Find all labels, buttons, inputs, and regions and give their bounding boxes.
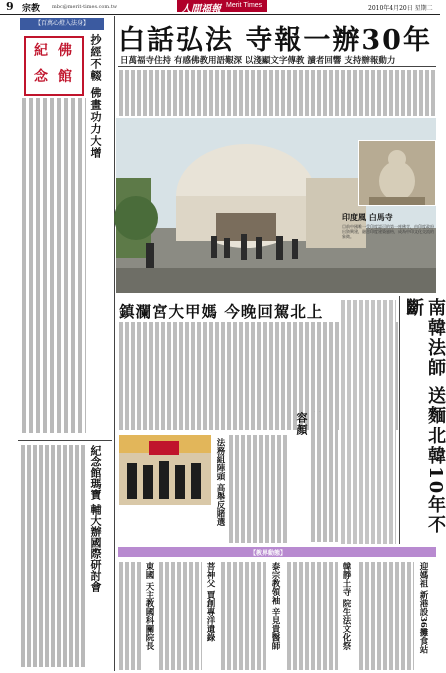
middle-headline: 鎮瀾宮大甲媽 今晚回駕北上 <box>119 302 324 321</box>
bottom-headline-1: 東國 天主教國科關院長 <box>144 562 154 650</box>
seal-char: 館 <box>58 69 72 85</box>
bottom-headline-5: 迎媽祖 新港設36攤食站 <box>418 562 428 654</box>
column-tag: 【百萬心燈入法身】 <box>20 18 104 30</box>
page-number: 9 <box>6 0 14 13</box>
procession-graphic <box>119 435 211 505</box>
left-divider <box>18 440 112 441</box>
buddha-inset-photo <box>358 140 436 206</box>
sub-body-a <box>228 435 288 543</box>
logo-cn-text: 人間福報 <box>181 4 221 15</box>
procession-photo <box>119 435 211 505</box>
column-divider <box>114 16 115 671</box>
left-body-text <box>20 98 86 433</box>
seal-char: 佛 <box>58 43 72 59</box>
section-name: 宗教 <box>22 4 41 14</box>
main-headline: 白話弘法 寺報一辦30年 <box>118 25 432 56</box>
section-email: mbc@merit-times.com.tw <box>52 4 118 10</box>
seal-char: 紀 <box>34 43 48 59</box>
photo-caption-title: 印度風 白馬寺 <box>342 212 393 222</box>
right-headline: 南韓法師 送麵北韓10年不斷 <box>403 298 446 536</box>
main-subheadline: 日萬福寺住持 有感佛教用語艱深 以淺顯文字傳教 讀者回響 支持辦報動力 <box>120 56 396 66</box>
main-body-text <box>118 70 436 116</box>
photo-caption-text: 目前中國唯一受印度認可的第一座佛寺，由印度政府出資興建，融合印度建築風格，成為中印文化交流的象徵。 <box>342 224 434 240</box>
bottom-headline-3: 泰宗教領袖 辛見貴醫師 <box>270 562 280 650</box>
bottom-body-3 <box>220 562 266 670</box>
memorial-seal <box>24 36 84 96</box>
left-lower-body <box>20 445 86 667</box>
bottom-headline-2: 菩神父 賈創專洋遺錄 <box>205 562 215 642</box>
bottom-headline-4: 韓靜土寺 院生法文化祭 <box>341 562 351 650</box>
sub-body-b <box>310 412 338 542</box>
bottom-body-1 <box>118 562 142 670</box>
seal-char: 念 <box>34 69 48 85</box>
right-divider <box>399 296 400 544</box>
bottom-body-5 <box>358 562 414 670</box>
buddha-graphic <box>359 141 435 205</box>
section-band-label: 【教界動態】 <box>250 550 287 557</box>
left-lower-headline: 紀念館瑪寶 輔大辦國際研討會 <box>89 445 102 592</box>
sub-headline-b: 容顏 <box>295 412 308 436</box>
bottom-body-2 <box>158 562 202 670</box>
sub-headline-a: 法務組陣頭 高舉反賭選 <box>215 438 225 526</box>
right-body-text <box>340 300 396 544</box>
left-headline: 抄經不輟 佛畫功力大增 <box>89 34 102 159</box>
issue-date: 2010年4月20日 星期二 <box>368 5 433 12</box>
main-rule <box>118 66 436 67</box>
bottom-body-4 <box>286 562 338 670</box>
logo-en-text: Merit Times <box>226 2 263 9</box>
